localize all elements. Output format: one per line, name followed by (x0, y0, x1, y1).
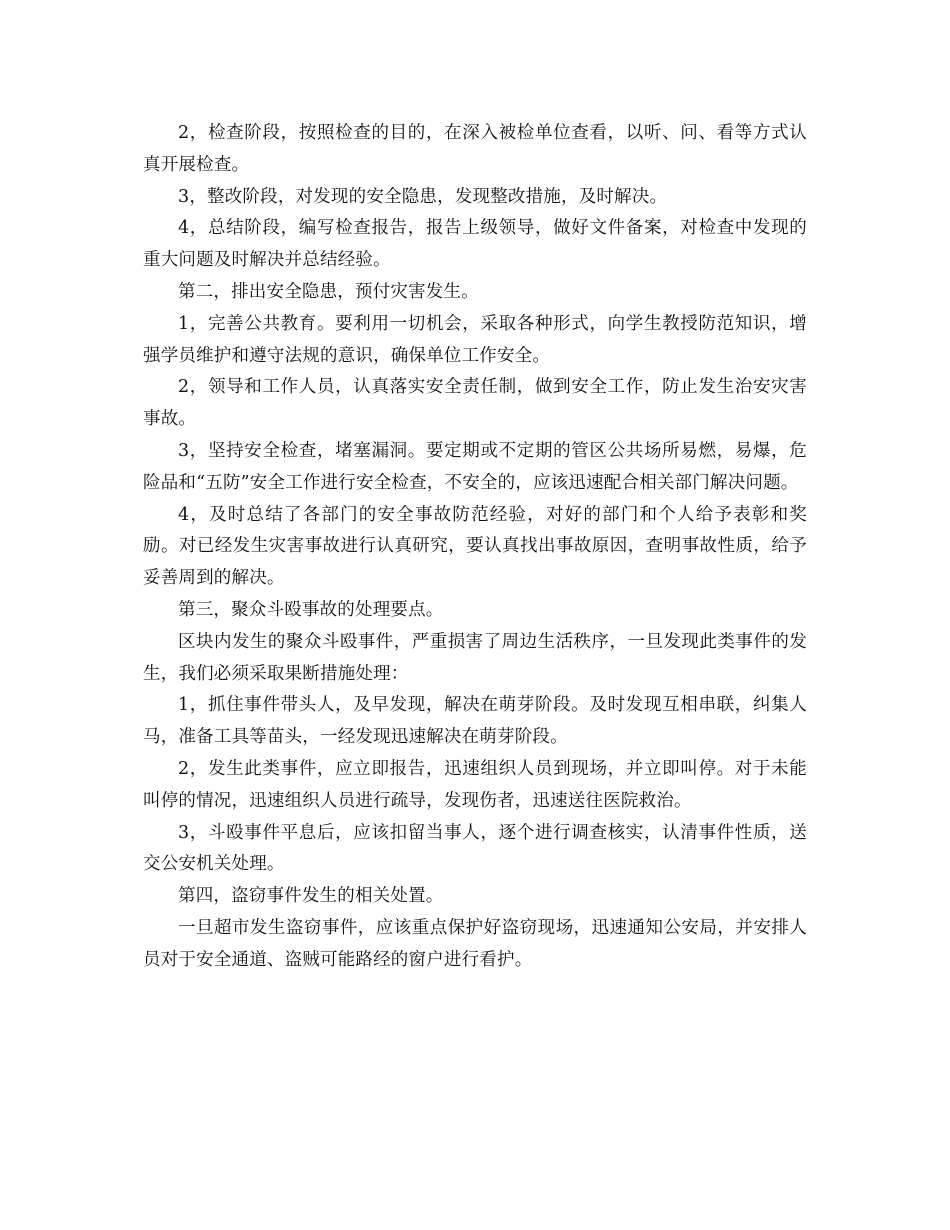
paragraph-fight-intro: 区块内发生的聚众斗殴事件，严重损害了周边生活秩序，一旦发现此类事件的发生，我们必须采取果断措施处理： (143, 631, 807, 684)
paragraph-summary-stage: 4，总结阶段，编写检查报告，报告上级领导，做好文件备案，对检查中发现的重大问题及时解决并总结经验。 (143, 218, 807, 271)
paragraph-responsibility: 2，领导和工作人员，认真落实安全责任制，做到安全工作，防止发生治安灾害事故。 (143, 377, 807, 430)
section-heading-fourth: 第四，盗窃事件发生的相关处置。 (178, 886, 444, 907)
paragraph-rectification-stage: 3，整改阶段，对发现的安全隐患，发现整改措施，及时解决。 (178, 186, 668, 207)
paragraph-theft-handling: 一旦超市发生盗窃事件，应该重点保护好盗窃现场，迅速通知公安局，并安排人员对于安全通道、盗贼可能路经的窗户进行看护。 (143, 917, 807, 970)
document-body (143, 118, 807, 977)
paragraph-fight-leader: 1，抓住事件带头人，及早发现，解决在萌芽阶段。及时发现互相串联，纠集人马，准备工具等苗头，一经发现迅速解决在萌芽阶段。 (143, 695, 807, 748)
paragraph-public-education: 1，完善公共教育。要利用一切机会，采取各种形式，向学生教授防范知识，增强学员维护和遵守法规的意识，确保单位工作安全。 (143, 313, 807, 366)
paragraph-safety-inspection: 3，坚持安全检查，堵塞漏洞。要定期或不定期的管区公共场所易燃，易爆，危险品和“五防”安全工作进行安全检查，不安全的，应该迅速配合相关部门解决问题。 (143, 440, 807, 493)
section-heading-second: 第二，排出安全隐患，预付灾害发生。 (178, 281, 479, 302)
section-heading-third: 第三，聚众斗殴事故的处理要点。 (178, 599, 444, 620)
paragraph-inspection-stage: 2，检查阶段，按照检查的目的，在深入被检单位查看，以听、问、看等方式认真开展检查。 (143, 123, 807, 175)
paragraph-experience-summary: 4，及时总结了各部门的安全事故防范经验，对好的部门和个人给予表彰和奖励。对已经发生灾害事故进行认真研究，要认真找出事故原因，查明事故性质，给予妥善周到的解决。 (143, 504, 807, 589)
paragraph-fight-aftermath: 3，斗殴事件平息后，应该扣留当事人，逐个进行调查核实，认清事件性质，送交公安机关处理。 (143, 822, 807, 875)
paragraph-fight-report: 2，发生此类事件，应立即报告，迅速组织人员到现场，并立即叫停。对于未能叫停的情况，迅速组织人员进行疏导，发现伤者，迅速送往医院救治。 (143, 758, 807, 811)
